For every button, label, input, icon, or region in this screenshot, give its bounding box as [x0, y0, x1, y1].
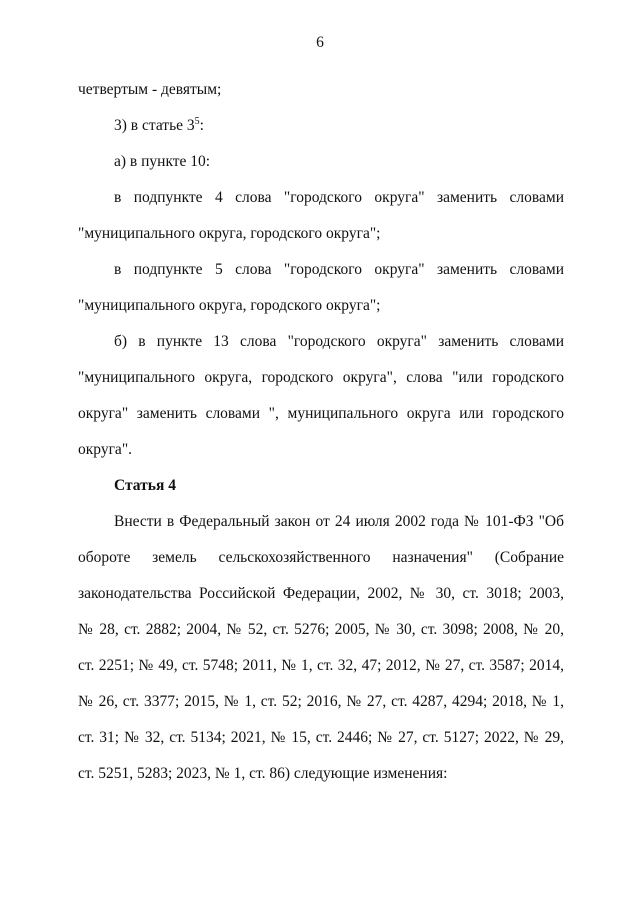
- text-line: 3) в статье 3: [114, 117, 195, 134]
- page-number: 6: [316, 34, 324, 51]
- text-line: ст. 2251; № 49, ст. 5748; 2011, № 1, ст. 32, 47; 2012, № 27, ст. 3587; 2014,: [78, 657, 564, 674]
- paragraph-item-3: [78, 108, 564, 144]
- text-line: законодательства Российской Федерации, 2002, № 30, ст. 3018; 2003,: [78, 585, 564, 602]
- text-line: Внести в Федеральный закон от 24 июля 2002 года № 101-ФЗ "Об: [114, 513, 564, 530]
- text-line: а) в пункте 10:: [114, 153, 211, 170]
- paragraph-subitem-a: [78, 144, 564, 180]
- text-line: "муниципального округа, городского округа", слова "или городского: [78, 369, 564, 386]
- paragraph-continuation: [78, 72, 564, 108]
- text-line: в подпункте 5 слова "городского округа" заменить словами: [114, 261, 564, 278]
- document-body: [78, 72, 564, 792]
- text-line: "муниципального округа, городского округа";: [78, 225, 381, 242]
- text-line: :: [199, 117, 204, 134]
- paragraph-article-4: [78, 504, 564, 792]
- paragraph-subitem-b: [78, 324, 564, 468]
- text-line: № 28, ст. 2882; 2004, № 52, ст. 5276; 2005, № 30, ст. 3098; 2008, № 20,: [78, 621, 564, 638]
- text-line: в подпункте 4 слова "городского округа" заменить словами: [114, 189, 564, 206]
- text-line: "муниципального округа, городского округа";: [78, 297, 381, 314]
- superscript: 5: [194, 116, 200, 127]
- article-heading: Статья 4: [114, 477, 176, 494]
- text-line: б) в пункте 13 слова "городского округа" заменить словами: [114, 333, 564, 350]
- text-line: округа" заменить словами ", муниципального округа или городского: [78, 405, 564, 422]
- text-line: ст. 5251, 5283; 2023, № 1, ст. 86) следующие изменения:: [78, 765, 448, 782]
- text-line: четвертым - девятым;: [78, 81, 222, 98]
- text-line: обороте земель сельскохозяйственного назначения" (Собрание: [78, 549, 564, 566]
- text-line: ст. 31; № 32, ст. 5134; 2021, № 15, ст. 2446; № 27, ст. 5127; 2022, № 29,: [78, 729, 564, 746]
- paragraph-subpoint-4: [78, 180, 564, 252]
- text-line: округа".: [78, 441, 133, 458]
- text-line: № 26, ст. 3377; 2015, № 1, ст. 52; 2016, № 27, ст. 4287, 4294; 2018, № 1,: [78, 693, 564, 710]
- paragraph-subpoint-5: [78, 252, 564, 324]
